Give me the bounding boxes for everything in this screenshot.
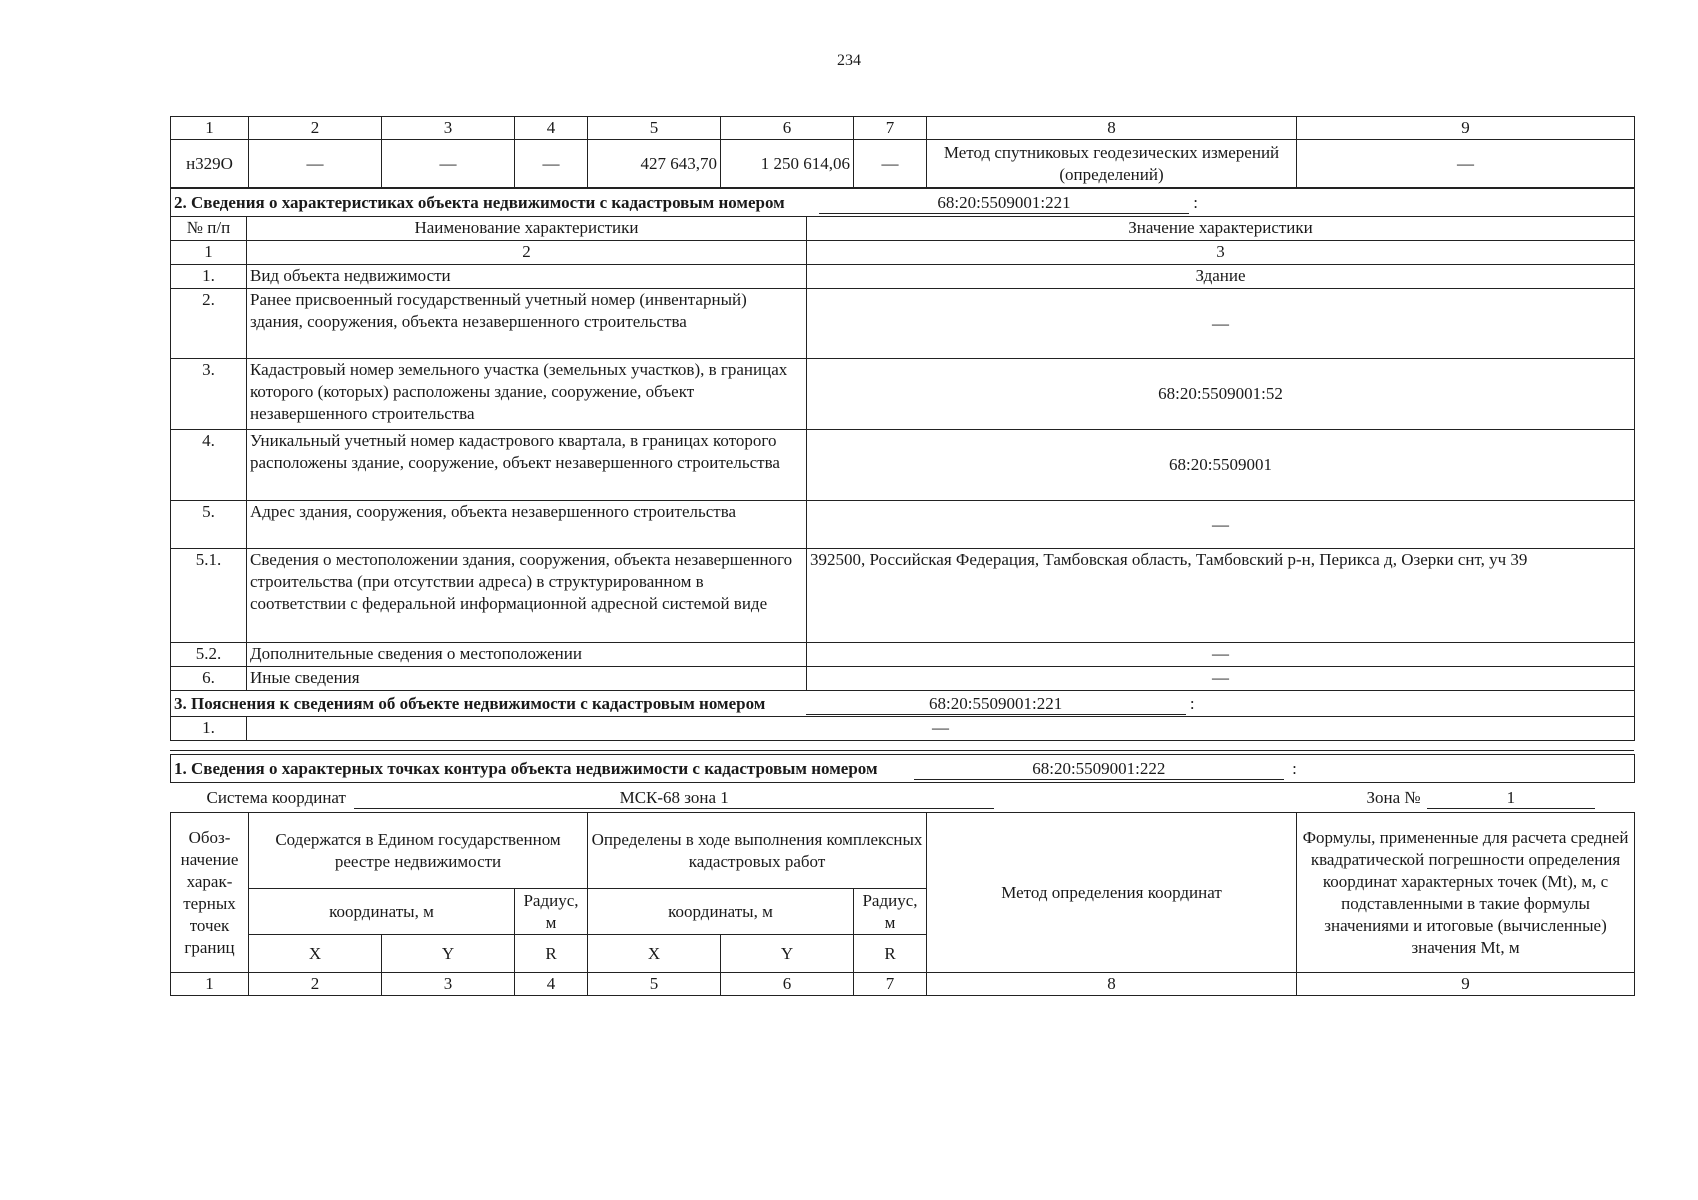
header-method: Метод определения координат: [927, 813, 1297, 973]
row-num: 5.2.: [171, 643, 247, 667]
section-divider: [170, 750, 1634, 751]
col-number: 3: [807, 241, 1635, 265]
col-number: 2: [249, 973, 382, 996]
row-value: —: [807, 667, 1635, 691]
header-y: Y: [382, 935, 515, 973]
row-num: 5.: [171, 501, 247, 549]
row-name: Ранее присвоенный государственный учетный номер (инвентарный) здания, сооружения, объекта незавершенного строительства: [247, 289, 807, 359]
col-number: 1: [171, 241, 247, 265]
section-3-colon: :: [1189, 693, 1195, 713]
column-number-row: [171, 241, 1635, 265]
col-number: 4: [515, 117, 588, 140]
header-value: Значение характеристики: [807, 217, 1635, 241]
characteristics-table: [170, 188, 1635, 741]
formula: —: [1297, 140, 1635, 188]
header-num: № п/п: [171, 217, 247, 241]
row-value: 68:20:5509001:52: [807, 359, 1635, 430]
section-2-cadastral: 68:20:5509001:221: [819, 193, 1189, 214]
table-row: [171, 501, 1635, 549]
row-name: Дополнительные сведения о местоположении: [247, 643, 807, 667]
row-num: 5.1.: [171, 549, 247, 643]
row-value: —: [807, 289, 1635, 359]
col-number: 2: [247, 241, 807, 265]
col-number: 3: [382, 117, 515, 140]
col-number: 9: [1297, 973, 1635, 996]
section-2-colon: :: [1193, 192, 1198, 212]
method: Метод спутниковых геодезических измерений (определений): [927, 140, 1297, 188]
coord-system-value: МСК-68 зона 1: [354, 788, 994, 809]
col-number: 3: [382, 973, 515, 996]
table-row: [171, 265, 1635, 289]
header-formula: Формулы, примененные для расчета средней квадратической погрешности определения координат характерных точек (Mt), м, с подставленными в такие формулы значениями и итоговые (вычисленные) значения Mt, м: [1297, 813, 1635, 973]
header-row: [171, 217, 1635, 241]
row-num: 6.: [171, 667, 247, 691]
row-num: 3.: [171, 359, 247, 430]
table-row: [171, 359, 1635, 430]
section-2-title: 2. Сведения о характеристиках объекта недвижимости с кадастровым номером: [174, 192, 785, 212]
table-row: [171, 717, 1635, 741]
y-egrn: —: [382, 140, 515, 188]
col-number: 9: [1297, 117, 1635, 140]
zone-label: Зона №: [1366, 787, 1421, 807]
row-num: 4.: [171, 430, 247, 501]
point-name: н329О: [171, 140, 249, 188]
table-row: [171, 140, 1635, 188]
x-egrn: —: [249, 140, 382, 188]
col-number: 8: [927, 117, 1297, 140]
col-number: 6: [721, 973, 854, 996]
col-number: 5: [588, 117, 721, 140]
section-3-cadastral: 68:20:5509001:221: [806, 694, 1186, 715]
col-number: 7: [854, 973, 927, 996]
y-new: 1 250 614,06: [721, 140, 854, 188]
row-value: —: [807, 643, 1635, 667]
coordinate-system-row: [171, 783, 1635, 813]
r-egrn: —: [515, 140, 588, 188]
row-num: 2.: [171, 289, 247, 359]
header-egrn: Содержатся в Едином государственном реестре недвижимости: [249, 813, 588, 889]
row-value: —: [807, 501, 1635, 549]
row-num: 1.: [171, 717, 247, 741]
column-number-row: [171, 117, 1635, 140]
header-r: R: [515, 935, 588, 973]
section-1b-cadastral: 68:20:5509001:222: [914, 759, 1284, 780]
zone-value: 1: [1427, 788, 1595, 809]
col-number: 6: [721, 117, 854, 140]
section-1b-colon: :: [1292, 758, 1297, 778]
page-number: 234: [837, 52, 861, 69]
header-complex: Определены в ходе выполнения комплексных кадастровых работ: [588, 813, 927, 889]
section-3-title-row: [171, 691, 1635, 717]
col-number: 7: [854, 117, 927, 140]
col-number: 5: [588, 973, 721, 996]
x-new: 427 643,70: [588, 140, 721, 188]
header-coords: координаты, м: [588, 889, 854, 935]
header-x: X: [588, 935, 721, 973]
row-value: Здание: [807, 265, 1635, 289]
row-name: Уникальный учетный номер кадастрового квартала, в границах которого расположены здание, сооружение, объект незавершенного строительства: [247, 430, 807, 501]
column-number-row: [171, 973, 1635, 996]
col-number: 4: [515, 973, 588, 996]
header-r: R: [854, 935, 927, 973]
row-name: Сведения о местоположении здания, сооружения, объекта незавершенного строительства (при отсутствии адреса) в структурированном в соответствии с федеральной информационной адресной системой виде: [247, 549, 807, 643]
col-number: 1: [171, 973, 249, 996]
header-coords: координаты, м: [249, 889, 515, 935]
row-num: 1.: [171, 265, 247, 289]
section-2-title-row: [171, 189, 1635, 217]
table-row: [171, 430, 1635, 501]
table-row: [171, 643, 1635, 667]
header-radius: Радиус, м: [515, 889, 588, 935]
contour-points-table: [170, 754, 1635, 996]
row-name: Кадастровый номер земельного участка (земельных участков), в границах которого (которых) расположены здание, сооружение, объект незавершенного строительства: [247, 359, 807, 430]
row-name: Адрес здания, сооружения, объекта незавершенного строительства: [247, 501, 807, 549]
row-value: 392500, Российская Федерация, Тамбовская область, Тамбовский р-н, Перикса д, Озерки снт, уч 39: [807, 549, 1635, 643]
header-name: Наименование характеристики: [247, 217, 807, 241]
table-row: [171, 549, 1635, 643]
row-value: 68:20:5509001: [807, 430, 1635, 501]
header-y: Y: [721, 935, 854, 973]
coordinates-table-top: [170, 116, 1635, 188]
coord-system-label: Система координат: [206, 787, 346, 807]
row-value: —: [247, 717, 1635, 741]
table-row: [171, 667, 1635, 691]
header-x: X: [249, 935, 382, 973]
section-3-title: 3. Пояснения к сведениям об объекте недвижимости с кадастровым номером: [174, 693, 766, 713]
header-radius: Радиус, м: [854, 889, 927, 935]
col-number: 2: [249, 117, 382, 140]
header-row: [171, 813, 1635, 889]
row-name: Вид объекта недвижимости: [247, 265, 807, 289]
col-number: 8: [927, 973, 1297, 996]
table-row: [171, 289, 1635, 359]
header-point: Обоз-начение харак-терных точек границ: [171, 813, 249, 973]
section-1b-title-row: [171, 755, 1635, 783]
r-new: —: [854, 140, 927, 188]
row-name: Иные сведения: [247, 667, 807, 691]
section-1b-title: 1. Сведения о характерных точках контура объекта недвижимости с кадастровым номером: [174, 758, 878, 778]
col-number: 1: [171, 117, 249, 140]
